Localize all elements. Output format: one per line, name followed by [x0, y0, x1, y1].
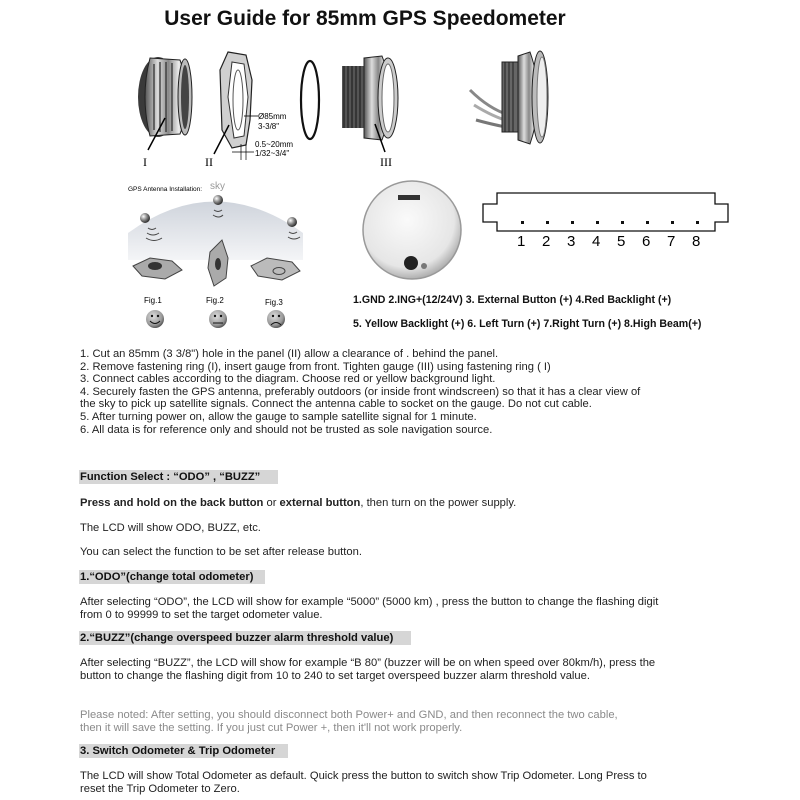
press-bold-2: external button [279, 497, 361, 509]
fastening-ring-illustration [138, 57, 192, 150]
fig1-label: Fig.1 [144, 296, 162, 305]
dimension-diameter-in: 3-3/8" [258, 122, 280, 131]
gps-antenna-figure [128, 195, 303, 328]
connector-pin-6: 6 [642, 233, 651, 250]
switch-text: The LCD will show Total Odometer as default. Quick press the button to switch show Trip Odometer. Long Press to reset the Trip Odometer to Zero. [80, 770, 647, 795]
press-instruction [80, 497, 660, 510]
step-1: 1. Cut an 85mm (3 3/8") hole in the panel (II) allow a clearance of . behind the panel. [80, 348, 499, 360]
buzz-text: After selecting “BUZZ”, the LCD will show for example “B 80” (buzzer will be on when speed over 80km/h), press the button to change the flashing digit from 10 to 240 to set target overspeed buzzer alarm threshold value. [80, 657, 656, 682]
step-4: 4. Securely fasten the GPS antenna, preferably outdoors (or inside front windscreen) so that it has a clear view of the sky to pick up satellite signals. Connect the antenna cable to socket on the gauge. Do not cut cable. [80, 385, 641, 411]
gauge-back-view [363, 181, 461, 279]
page-title: User Guide for 85mm GPS Speedometer [164, 7, 566, 30]
save-note: Please noted: After setting, you should disconnect both Power+ and GND, and then reconnect the two cable, then it will save the setting. If you just cut Power +, then it'll not work properly. [80, 709, 618, 734]
part-label-i: I [143, 155, 147, 169]
o-ring-illustration [301, 61, 319, 139]
connector-legend-line-2: 5. Yellow Backlight (+) 6. Left Turn (+) 7.Right Turn (+) 8.High Beam(+) [353, 318, 702, 330]
press-or: or [263, 497, 280, 509]
connector-pin-4: 4 [592, 233, 601, 250]
gauge-body-illustration [342, 56, 398, 152]
fig3-label: Fig.3 [265, 298, 283, 307]
step-6: 6. All data is for reference only and should not be trusted as sole navigation source. [80, 423, 493, 436]
step-5: 5. After turning power on, allow the gauge to sample satellite signal for 1 minute. [80, 410, 477, 423]
connector-legend-line-1: 1.GND 2.ING+(12/24V) 3. External Button (+) 4.Red Backlight (+) [353, 294, 672, 306]
dimension-thickness-in: 1/32~3/4" [255, 149, 290, 158]
dimension-thickness-mm: 0.5~20mm [255, 140, 294, 149]
connector-pin-5: 5 [617, 233, 626, 250]
connector-outline [483, 193, 728, 231]
buzz-heading: 2.“BUZZ”(change overspeed buzzer alarm threshold value) [79, 631, 411, 645]
function-select-heading: Function Select : “ODO” , “BUZZ” [79, 470, 278, 484]
assembled-gauge-illustration [470, 51, 548, 144]
step-3: 3. Connect cables according to the diagram. Choose red or yellow background light. [80, 373, 496, 386]
press-rest: , then turn on the power supply. [360, 497, 517, 509]
gps-installation-caption: GPS Antenna Installation: [128, 186, 203, 193]
dimension-diameter-mm: Ø85mm [258, 112, 287, 121]
connector-pin-1: 1 [517, 233, 526, 250]
odo-text: After selecting “ODO”, the LCD will show for example “5000” (5000 km) , press the button to change the flashing digit from 0 to 99999 to set the target odometer value. [80, 596, 659, 621]
part-label-ii: II [205, 155, 213, 169]
select-line: You can select the function to be set after release button. [80, 546, 362, 558]
lcd-line: The LCD will show ODO, BUZZ, etc. [80, 522, 261, 534]
odo-heading: 1.“ODO”(change total odometer) [79, 570, 265, 584]
step-2: 2. Remove fastening ring (I), insert gauge from front. Tighten gauge (III) using fastening ring ( I) [80, 360, 551, 373]
part-label-iii: III [380, 155, 392, 169]
fig2-label: Fig.2 [206, 296, 224, 305]
connector-pin-7: 7 [667, 233, 676, 250]
connector-pin-3: 3 [567, 233, 576, 250]
fig2-neutral-face-icon [209, 310, 227, 328]
connector-pin-8: 8 [692, 233, 701, 250]
panel-illustration [214, 52, 258, 160]
switch-heading: 3. Switch Odometer & Trip Odometer [79, 744, 288, 758]
sky-label: sky [210, 181, 225, 192]
fig3-sad-face-icon [267, 310, 285, 328]
fig1-smiley-icon [146, 310, 164, 328]
installation-steps [80, 348, 650, 436]
connector-pin-2: 2 [542, 233, 551, 250]
press-bold-1: Press and hold on the back button [80, 497, 264, 509]
